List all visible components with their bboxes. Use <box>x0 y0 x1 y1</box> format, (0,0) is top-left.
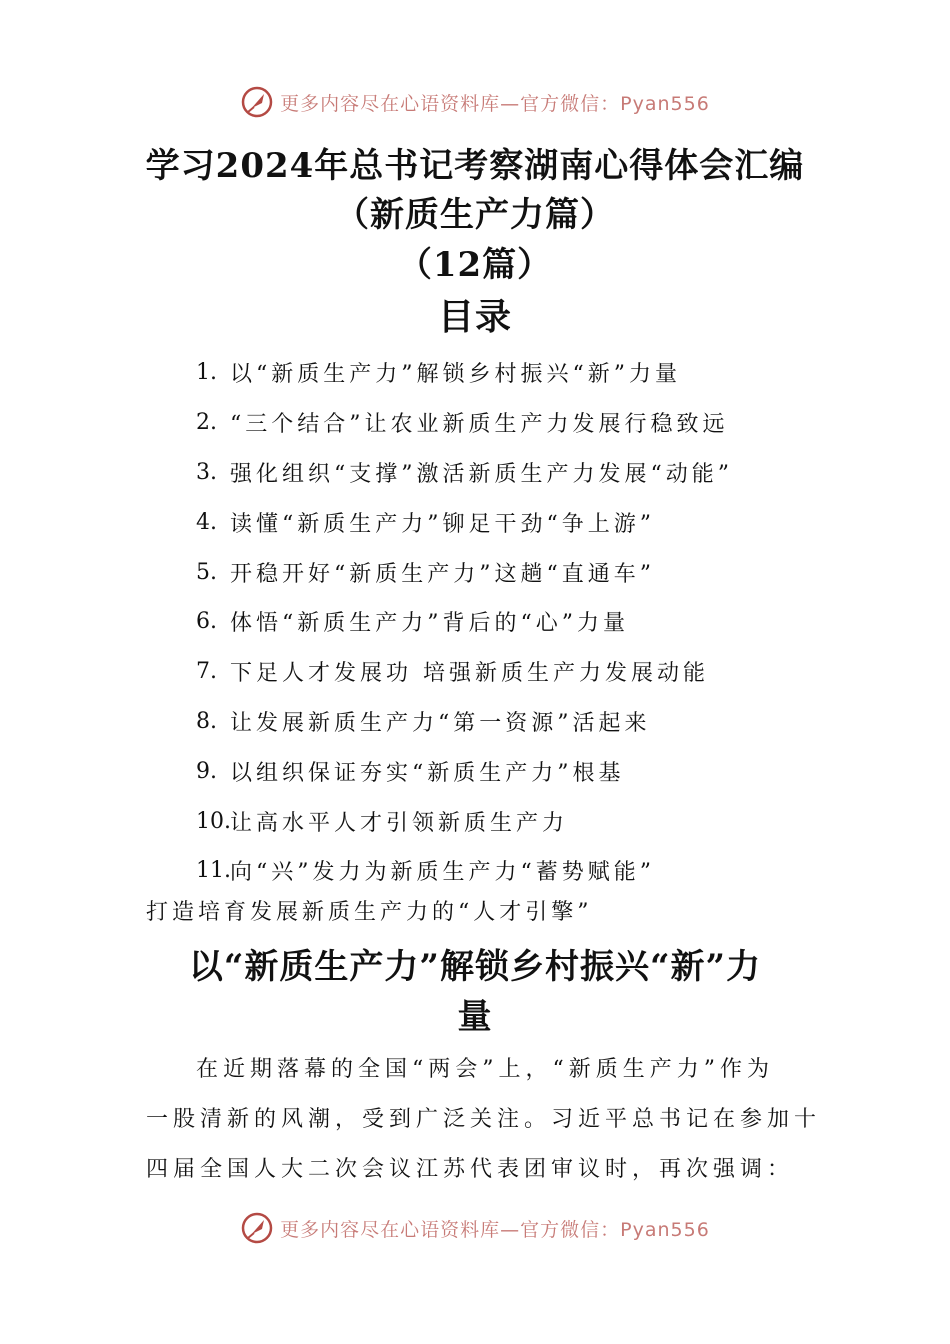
toc-item[interactable]: 3. 强化组织“支撑”激活新质生产力发展“动能” <box>196 448 733 498</box>
table-of-contents <box>196 348 733 896</box>
watermark-text: 更多内容尽在心语资料库—官方微信：Pyan556 <box>280 92 710 115</box>
toc-item[interactable]: 10. 让高水平人才引领新质生产力 <box>196 796 733 846</box>
header-watermark <box>0 82 950 122</box>
footer-watermark <box>0 1208 950 1248</box>
quill-logo-icon <box>240 1211 274 1245</box>
section-title-continued: 量 <box>457 997 493 1037</box>
document-title: 学习2024年总书记考察湖南心得体会汇编 <box>145 146 805 186</box>
document-subtitle: （新质生产力篇） <box>335 195 615 235</box>
toc-item-text: 让发展新质生产力“第一资源”活起来 <box>230 710 651 736</box>
toc-item[interactable]: 11. 向“兴”发力为新质生产力“蓄势赋能” <box>196 846 733 896</box>
toc-item[interactable]: 6. 体悟“新质生产力”背后的“心”力量 <box>196 597 733 647</box>
toc-item-unnumbered[interactable]: 打造培育发展新质生产力的“人才引擎” <box>146 900 593 925</box>
toc-item-text: 以组织保证夯实“新质生产力”根基 <box>230 760 625 786</box>
toc-item[interactable]: 4. 读懂“新质生产力”铆足干劲“争上游” <box>196 497 733 547</box>
body-text-line: 一股清新的风潮，受到广泛关注。习近平总书记在参加十 <box>146 1107 822 1132</box>
section-title: 以“新质生产力”解锁乡村振兴“新”力 <box>188 947 762 987</box>
toc-item-text: 体悟“新质生产力”背后的“心”力量 <box>230 611 629 637</box>
toc-item[interactable]: 1. 以“新质生产力”解锁乡村振兴“新”力量 <box>196 348 733 398</box>
toc-item-text: 读懂“新质生产力”铆足干劲“争上游” <box>230 511 655 537</box>
toc-item[interactable]: 8. 让发展新质生产力“第一资源”活起来 <box>196 697 733 747</box>
quill-logo-icon <box>240 85 274 119</box>
toc-item-text: 让高水平人才引领新质生产力 <box>230 810 569 836</box>
watermark-text: 更多内容尽在心语资料库—官方微信：Pyan556 <box>280 1218 710 1241</box>
toc-item[interactable]: 7. 下足人才发展功 培强新质生产力发展动能 <box>196 647 733 697</box>
body-text-line: 四届全国人大二次会议江苏代表团审议时，再次强调： <box>146 1157 795 1182</box>
toc-item-text: 以“新质生产力”解锁乡村振兴“新”力量 <box>230 362 681 388</box>
toc-item[interactable]: 2. “三个结合”让农业新质生产力发展行稳致远 <box>196 398 733 448</box>
toc-item-text: 强化组织“支撑”激活新质生产力发展“动能” <box>230 461 733 487</box>
toc-heading: 目录 <box>437 296 512 338</box>
toc-item-text: “三个结合”让农业新质生产力发展行稳致远 <box>230 412 729 438</box>
toc-item-text: 向“兴”发力为新质生产力“蓄势赋能” <box>230 860 655 886</box>
body-text-line: 在近期落幕的全国“两会”上，“新质生产力”作为 <box>196 1057 774 1082</box>
toc-item-text: 开稳开好“新质生产力”这趟“直通车” <box>230 561 655 587</box>
toc-item[interactable]: 9. 以组织保证夯实“新质生产力”根基 <box>196 746 733 796</box>
document-count: （12篇） <box>397 245 553 285</box>
toc-item[interactable]: 5. 开稳开好“新质生产力”这趟“直通车” <box>196 547 733 597</box>
toc-item-text: 下足人才发展功 培强新质生产力发展动能 <box>230 661 709 687</box>
